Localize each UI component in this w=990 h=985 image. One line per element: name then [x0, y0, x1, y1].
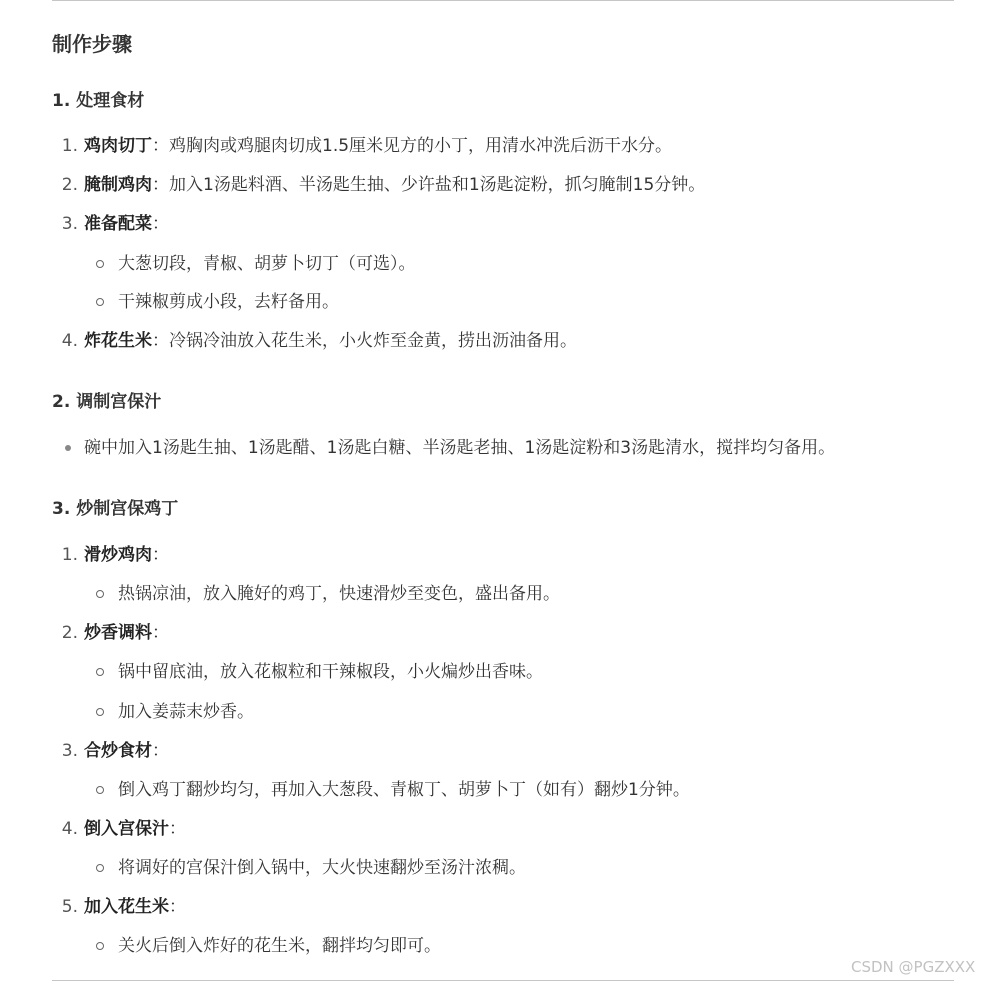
item-text: ：: [169, 819, 186, 839]
filled-bullet-icon: [65, 445, 71, 451]
item-label: 倒入宫保汁: [84, 819, 169, 839]
sub-item-text: 将调好的宫保汁倒入锅中，大火快速翻炒至汤汁浓稠。: [118, 858, 526, 878]
list-number: 4.: [61, 331, 78, 351]
hollow-bullet-icon: [96, 298, 104, 306]
item-label: 滑炒鸡肉: [84, 545, 152, 565]
item-label: 腌制鸡肉: [84, 175, 152, 195]
list-number: 2.: [61, 175, 78, 195]
section-heading-3: 3. 炒制宫保鸡丁: [52, 499, 179, 519]
sub-item-text: 锅中留底油，放入花椒粒和干辣椒段，小火煸炒出香味。: [118, 662, 543, 682]
watermark: CSDN @PGZXXX: [851, 958, 976, 976]
item-text: ：冷锅冷油放入花生米，小火炸至金黄，捞出沥油备用。: [152, 331, 577, 351]
hollow-bullet-icon: [96, 786, 104, 794]
item-label: 合炒食材: [84, 741, 152, 761]
item-text: ：: [169, 897, 186, 917]
bottom-divider: [52, 980, 954, 981]
sub-item-text: 关火后倒入炸好的花生米，翻拌均匀即可。: [118, 936, 441, 956]
page-title: 制作步骤: [52, 32, 132, 56]
top-divider: [52, 0, 954, 1]
sub-item-text: 干辣椒剪成小段，去籽备用。: [118, 292, 339, 312]
hollow-bullet-icon: [96, 590, 104, 598]
hollow-bullet-icon: [96, 864, 104, 872]
item-text: ：加入1汤匙料酒、半汤匙生抽、少许盐和1汤匙淀粉，抓匀腌制15分钟。: [152, 175, 706, 195]
sub-item-text: 加入姜蒜末炒香。: [118, 702, 254, 722]
item-text: ：: [152, 741, 169, 761]
bullet-text: 碗中加入1汤匙生抽、1汤匙醋、1汤匙白糖、半汤匙老抽、1汤匙淀粉和3汤匙清水，搅拌均匀备用。: [84, 438, 836, 458]
list-number: 5.: [61, 897, 78, 917]
list-number: 3.: [61, 741, 78, 761]
item-text: ：: [152, 214, 169, 234]
section-heading-2: 2. 调制宫保汁: [52, 392, 162, 412]
list-number: 1.: [61, 545, 78, 565]
sub-item-text: 大葱切段，青椒、胡萝卜切丁（可选）。: [118, 254, 416, 274]
hollow-bullet-icon: [96, 708, 104, 716]
list-number: 2.: [61, 623, 78, 643]
item-text: ：: [152, 545, 169, 565]
item-text: ：鸡胸肉或鸡腿肉切成1.5厘米见方的小丁，用清水冲洗后沥干水分。: [152, 136, 673, 156]
item-label: 准备配菜: [84, 214, 152, 234]
sub-item-text: 倒入鸡丁翻炒均匀，再加入大葱段、青椒丁、胡萝卜丁（如有）翻炒1分钟。: [118, 780, 690, 800]
section-heading-1: 1. 处理食材: [52, 91, 145, 111]
list-number: 1.: [61, 136, 78, 156]
item-text: ：: [152, 623, 169, 643]
list-number: 3.: [61, 214, 78, 234]
item-label: 鸡肉切丁: [84, 136, 152, 156]
sub-item-text: 热锅凉油，放入腌好的鸡丁，快速滑炒至变色，盛出备用。: [118, 584, 560, 604]
item-label: 加入花生米: [84, 897, 169, 917]
hollow-bullet-icon: [96, 668, 104, 676]
hollow-bullet-icon: [96, 942, 104, 950]
item-label: 炒香调料: [84, 623, 152, 643]
item-label: 炸花生米: [84, 331, 152, 351]
hollow-bullet-icon: [96, 260, 104, 268]
list-number: 4.: [61, 819, 78, 839]
